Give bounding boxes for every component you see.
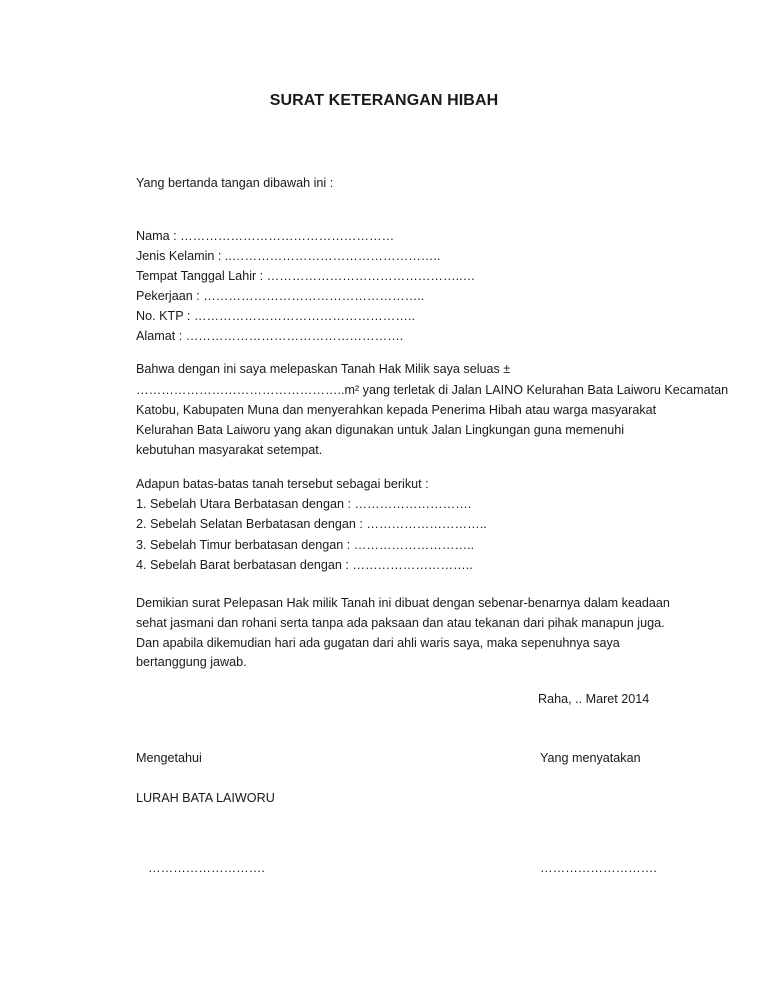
place-date: Raha, .. Maret 2014 [538, 692, 650, 706]
document-title: SURAT KETERANGAN HIBAH [269, 92, 499, 109]
statement-line: Katobu, Kabupaten Muna dan menyerahkan kepada Penerima Hibah atau warga masyarakat [136, 403, 657, 417]
closing-line: Demikian surat Pelepasan Hak milik Tanah ini dibuat dengan sebenar-benarnya dalam keadaan [136, 596, 670, 610]
field-tempat-tanggal-lahir: Tempat Tanggal Lahir : ………………………………………..… [136, 269, 476, 283]
closing-line: bertanggung jawab. [136, 655, 247, 669]
right-signer-label: Yang menyatakan [540, 751, 641, 765]
left-signer-label: Mengetahui [136, 751, 202, 765]
field-no-ktp: No. KTP : …………………………………………….. [136, 309, 415, 323]
field-nama: Nama : …………………………………………… [136, 229, 395, 243]
statement-line: kebutuhan masyarakat setempat. [136, 443, 323, 457]
border-timur: 3. Sebelah Timur berbatasan dengan : ……………………….. [136, 538, 475, 552]
right-signature-line: ………………………. [540, 861, 657, 875]
left-signer-title: LURAH BATA LAIWORU [136, 791, 275, 805]
border-barat: 4. Sebelah Barat berbatasan dengan : ……………………….. [136, 558, 473, 572]
field-pekerjaan: Pekerjaan : …………………………………………….. [136, 289, 425, 303]
left-signature-line: ………………………. [148, 861, 265, 875]
statement-line: …………………………………………..m² yang terletak di Jalan LAINO Kelurahan Bata Laiworu Kecamatan [136, 383, 729, 397]
borders-intro: Adapun batas-batas tanah tersebut sebagai berikut : [136, 477, 429, 491]
border-utara: 1. Sebelah Utara Berbatasan dengan : ………………………. [136, 497, 472, 511]
statement-line: Kelurahan Bata Laiworu yang akan digunakan untuk Jalan Lingkungan guna memenuhi [136, 423, 625, 437]
field-jenis-kelamin: Jenis Kelamin : ..………………………………………….. [136, 249, 441, 263]
intro-text: Yang bertanda tangan dibawah ini : [136, 176, 334, 190]
statement-line: Bahwa dengan ini saya melepaskan Tanah Hak Milik saya seluas ± [136, 362, 511, 376]
field-alamat: Alamat : ……………………………………………. [136, 329, 404, 343]
border-selatan: 2. Sebelah Selatan Berbatasan dengan : ……………………….. [136, 517, 487, 531]
closing-line: sehat jasmani dan rohani serta tanpa ada paksaan dan atau tekanan dari pihak manapun juga. [136, 616, 665, 630]
closing-line: Dan apabila dikemudian hari ada gugatan dari ahli waris saya, maka sepenuhnya saya [136, 636, 620, 650]
